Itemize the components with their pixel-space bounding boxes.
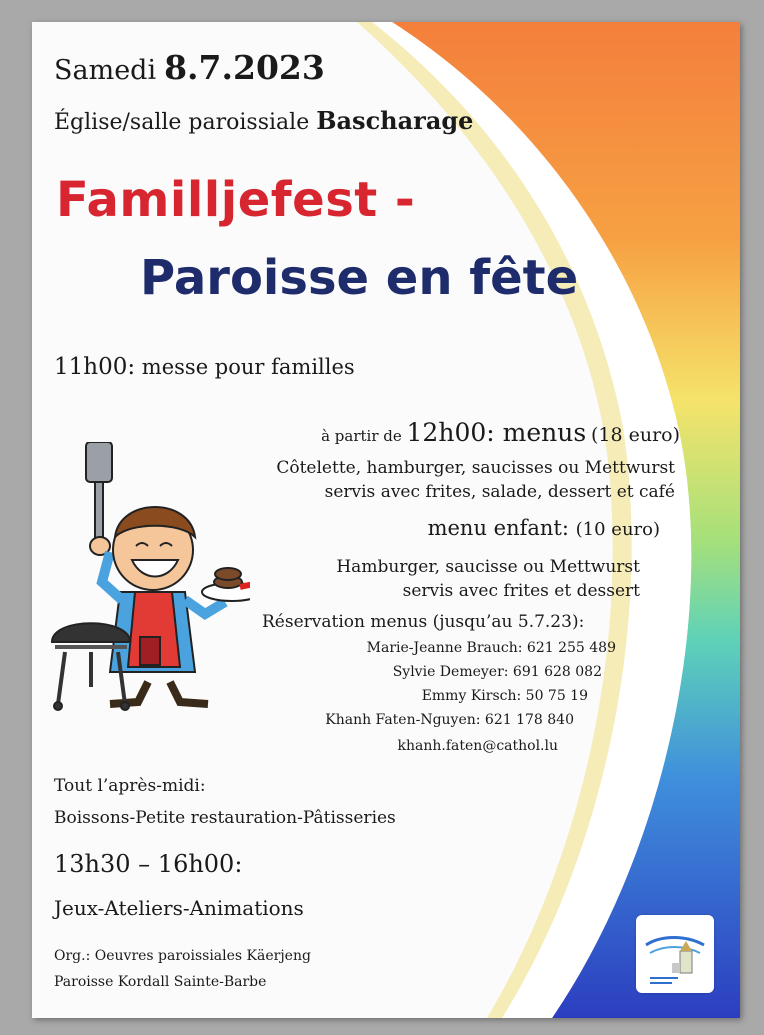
contact-email[interactable]: khanh.faten@cathol.lu xyxy=(397,738,558,754)
parish-logo-graphic xyxy=(636,915,714,993)
poster xyxy=(32,22,740,1018)
contact-item: Marie-Jeanne Brauch: 621 255 489 xyxy=(366,640,616,656)
afternoon-offer: Boissons-Petite restauration-Pâtisseries xyxy=(54,808,396,828)
activities-time: 13h30 – 16h00: xyxy=(54,850,243,878)
contact-item: Khanh Faten-Nguyen: 621 178 840 xyxy=(325,712,574,728)
mass-time: 11h00: xyxy=(54,354,136,380)
kids-menu-description xyxy=(336,555,640,603)
venue-place: Bascharage xyxy=(316,106,474,135)
menu-desc-line-2: servis avec frites, salade, dessert et café xyxy=(324,482,675,502)
kids-menu-label: menu enfant: xyxy=(427,516,569,540)
kids-menu-info xyxy=(428,516,660,540)
parish-logo-icon xyxy=(636,915,714,993)
contact-item: Emmy Kirsch: 50 75 19 xyxy=(421,688,588,704)
title-line-2: Paroisse en fête xyxy=(140,250,579,306)
barbecue-chef-icon xyxy=(50,442,250,712)
menu-description xyxy=(276,456,675,504)
menu-time: 12h00: menus xyxy=(406,418,587,447)
activities-text: Jeux-Ateliers-Animations xyxy=(54,896,304,920)
menu-price: (18 euro) xyxy=(590,424,680,446)
menu-prefix: à partir de xyxy=(321,427,402,445)
kids-desc-line-2: servis avec frites et dessert xyxy=(402,581,640,601)
mass-text: messe pour familles xyxy=(141,355,355,379)
event-date xyxy=(54,48,325,87)
kids-desc-line-1: Hamburger, saucisse ou Mettwurst xyxy=(336,557,640,577)
event-date-value: 8.7.2023 xyxy=(164,48,325,87)
event-day: Samedi xyxy=(54,55,157,86)
menu-desc-line-1: Côtelette, hamburger, saucisses ou Mettwurst xyxy=(276,458,675,478)
organizer-line-1: Org.: Oeuvres paroissiales Käerjeng xyxy=(54,948,311,964)
title-line-1: Familljefest - xyxy=(56,172,416,228)
organizer-line-2: Paroisse Kordall Sainte-Barbe xyxy=(54,974,267,990)
kids-menu-price: (10 euro) xyxy=(575,519,660,540)
event-venue xyxy=(54,106,473,135)
menu-info xyxy=(321,418,680,447)
mass-info xyxy=(54,354,355,380)
reservation-title: Réservation menus (jusqu’au 5.7.23): xyxy=(262,612,585,632)
contact-item: Sylvie Demeyer: 691 628 082 xyxy=(392,664,602,680)
venue-prefix: Église/salle paroissiale xyxy=(54,110,310,135)
afternoon-heading: Tout l’après-midi: xyxy=(54,776,206,796)
